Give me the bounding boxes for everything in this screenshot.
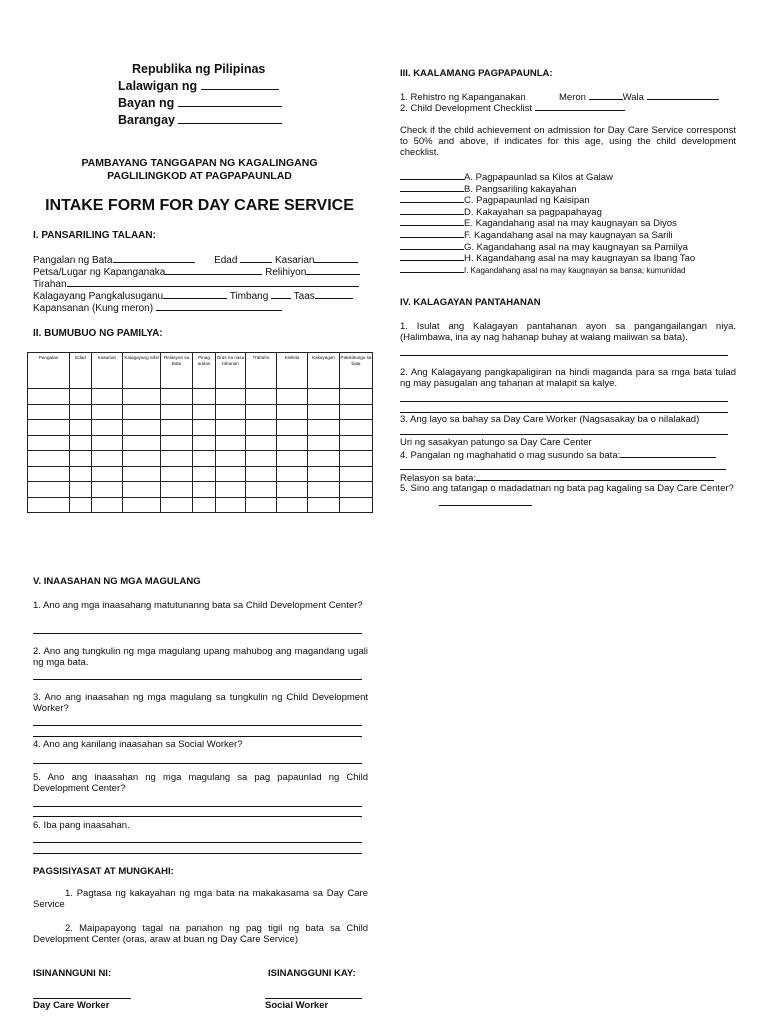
- s6-p1: 1. Pagtasa ng kakayahan ng mga bata na makakasama sa Day Care Service: [33, 888, 368, 910]
- office-title: [27, 157, 372, 182]
- form-title: INTAKE FORM FOR DAY CARE SERVICE: [45, 197, 354, 214]
- checklist-blank[interactable]: [400, 182, 464, 192]
- meron-label: Meron: [559, 92, 586, 103]
- family-table-cell[interactable]: [216, 389, 246, 405]
- checklist-blank[interactable]: [400, 193, 464, 203]
- s5-q1: 1. Ano ang mga inaasahang matutunanng bata sa Child Development Center?: [33, 600, 363, 611]
- family-table-row: [28, 420, 373, 436]
- family-table-cell[interactable]: [70, 482, 92, 498]
- family-table-cell[interactable]: [277, 451, 308, 467]
- family-table-cell[interactable]: [161, 482, 193, 498]
- checklist-label: B. Pangsariling kakayahan: [464, 183, 577, 195]
- family-table-cell[interactable]: [340, 389, 373, 405]
- family-table-cell[interactable]: [246, 389, 277, 405]
- checklist-label: E. Kagandahang asal na may kaugnayan sa Diyos: [464, 218, 677, 230]
- col-kasarian: Kasarian: [92, 353, 123, 389]
- kapansanan-field[interactable]: [156, 300, 282, 311]
- kapansanan-label: Kapansanan (Kung meron): [33, 303, 154, 314]
- barangay-label: Barangay: [118, 113, 175, 127]
- family-table-cell[interactable]: [161, 466, 193, 482]
- s4-q3-line[interactable]: [400, 434, 728, 435]
- family-table-body: [28, 389, 373, 513]
- checklist-item: [400, 263, 686, 276]
- s4-q2-line-2[interactable]: [400, 412, 728, 413]
- col-edad: Edad: [70, 353, 92, 389]
- family-table-cell[interactable]: [123, 420, 161, 436]
- petsa-field[interactable]: [165, 264, 262, 275]
- family-table-cell[interactable]: [123, 497, 161, 513]
- family-table-cell[interactable]: [246, 435, 277, 451]
- family-table-cell[interactable]: [28, 404, 70, 420]
- s3-instruction: Check if the child achievement on admission for Day Care Service corresponst to 50% and above, if indicates for this age, using the child development checklist.: [400, 125, 736, 158]
- family-table-cell[interactable]: [308, 389, 340, 405]
- family-table-cell[interactable]: [193, 482, 216, 498]
- family-table-cell[interactable]: [277, 482, 308, 498]
- family-table-cell[interactable]: [193, 435, 216, 451]
- family-table-cell[interactable]: [246, 466, 277, 482]
- family-table-cell[interactable]: [340, 420, 373, 436]
- family-table-cell[interactable]: [308, 404, 340, 420]
- family-table-cell[interactable]: [28, 466, 70, 482]
- family-table-cell[interactable]: [70, 466, 92, 482]
- checklist-blank[interactable]: [400, 170, 464, 180]
- family-table-row: [28, 451, 373, 467]
- wala-field[interactable]: [647, 90, 719, 100]
- kasarian-field[interactable]: [314, 252, 358, 263]
- family-table-cell[interactable]: [193, 497, 216, 513]
- family-table-cell[interactable]: [277, 435, 308, 451]
- family-table-cell[interactable]: [308, 451, 340, 467]
- rehistro-label: 1. Rehistro ng Kapanganakan: [400, 92, 526, 103]
- family-table-cell[interactable]: [193, 404, 216, 420]
- s4-uri: Uri ng sasakyan patungo sa Day Care Center: [400, 437, 592, 448]
- checklist: [400, 170, 740, 278]
- family-table-cell[interactable]: [161, 389, 193, 405]
- s4-relasyon-label: Relasyon sa bata:: [400, 473, 477, 484]
- bayan-line: [118, 94, 318, 111]
- family-table-row: [28, 466, 373, 482]
- family-table-cell[interactable]: [70, 497, 92, 513]
- family-table-cell[interactable]: [340, 451, 373, 467]
- office-line-2: PAGLILINGKOD AT PAGPAPAUNLAD: [107, 169, 292, 182]
- family-table-cell[interactable]: [246, 420, 277, 436]
- s4-q3: 3. Ang layo sa bahay sa Day Care Worker (Nagsasakay ba o nilalakad): [400, 414, 700, 425]
- family-table-cell[interactable]: [216, 482, 246, 498]
- s4-q1-line[interactable]: [400, 355, 728, 356]
- family-table-cell[interactable]: [123, 389, 161, 405]
- col-kalagayang-sibil: Kalagayang Sibil: [123, 353, 161, 389]
- pangalan-label: Pangalan ng Bata: [33, 255, 113, 266]
- s3-item2-row: [400, 101, 625, 114]
- kalagayang-label: Kalagayang Pangkalusuganu: [33, 291, 164, 302]
- family-table-cell[interactable]: [123, 404, 161, 420]
- checklist-blank[interactable]: [400, 240, 464, 250]
- barangay-line: [118, 111, 318, 128]
- s5-q2: 2. Ano ang tungkulin ng mga magulang upang mahubog ang magandang ugali ng mga bata.: [33, 646, 368, 668]
- checklist-label: 2. Child Development Checklist: [400, 103, 533, 114]
- s5-q6-line-2[interactable]: [33, 853, 362, 854]
- family-table-cell[interactable]: [28, 389, 70, 405]
- s4-q2-line-1[interactable]: [400, 401, 728, 402]
- timbang-label: Timbang: [229, 291, 269, 302]
- family-table-cell[interactable]: [70, 389, 92, 405]
- family-table-cell[interactable]: [123, 466, 161, 482]
- checklist-label: G. Kagandahang asal na may kaugnayan sa Pamilya: [464, 241, 688, 253]
- taas-label: Taas: [293, 291, 315, 302]
- checklist-field[interactable]: [535, 101, 625, 111]
- timbang-field[interactable]: [271, 288, 291, 299]
- family-table-cell[interactable]: [161, 451, 193, 467]
- petsa-label: Petsa/Lugar ng Kapanganaka: [33, 267, 166, 278]
- sw-signature-line[interactable]: [265, 998, 362, 999]
- family-table-cell[interactable]: [92, 482, 123, 498]
- family-table-row: [28, 389, 373, 405]
- family-table-cell[interactable]: [340, 466, 373, 482]
- checklist-blank[interactable]: [400, 205, 464, 215]
- family-table-cell[interactable]: [277, 389, 308, 405]
- bayan-label: Bayan ng: [118, 96, 175, 110]
- family-table-cell[interactable]: [216, 420, 246, 436]
- family-table-cell[interactable]: [277, 466, 308, 482]
- office-line-1: PAMBAYANG TANGGAPAN NG KAGALINGANG: [81, 157, 318, 169]
- isinangguni-kay-label: ISINANGGUNI KAY:: [268, 968, 356, 979]
- s5-q4-line[interactable]: [33, 763, 362, 764]
- section2-heading: II. BUMUBUO NG PAMILYA:: [33, 328, 163, 339]
- family-table-cell[interactable]: [308, 435, 340, 451]
- family-table-cell[interactable]: [277, 497, 308, 513]
- col-relasyon: Relasyon sa Bata: [161, 353, 193, 389]
- s5-q2-line[interactable]: [33, 679, 362, 680]
- s4-q4-row: [400, 448, 716, 461]
- family-table-cell[interactable]: [216, 466, 246, 482]
- family-table-cell[interactable]: [92, 404, 123, 420]
- pangalan-field[interactable]: [113, 252, 195, 263]
- checklist-blank[interactable]: [400, 228, 464, 238]
- dcw-label: Day Care Worker: [33, 1000, 110, 1011]
- kasarian-label: Kasarian: [275, 255, 315, 266]
- family-table-cell[interactable]: [340, 435, 373, 451]
- barangay-field[interactable]: [178, 111, 282, 124]
- republika-line: Republika ng Pilipinas: [132, 62, 266, 76]
- checklist-label: A. Pagpapaunlad sa Kilos at Galaw: [464, 172, 613, 183]
- family-table-cell[interactable]: [308, 420, 340, 436]
- relihiyon-label: Relihiyon: [265, 267, 307, 278]
- section1-fields: [33, 252, 373, 314]
- family-table-cell[interactable]: [161, 497, 193, 513]
- family-table-cell[interactable]: [161, 404, 193, 420]
- checklist-label: F. Kagandahang asal na may kaugnayan sa Sarili: [464, 230, 673, 241]
- s4-q4-field[interactable]: [620, 448, 716, 458]
- s4-q2: 2. Ang Kalagayang pangkapaligiran na hindi maganda para sa mga bata tulad ng may pasugalan ang tahanan at malapit sa kalye.: [400, 367, 736, 389]
- family-table-cell[interactable]: [193, 420, 216, 436]
- sw-label: Social Worker: [265, 1000, 329, 1011]
- s5-q3: 3. Ano ang inaasahan ng mga magulang sa tungkulin ng Child Development Worker?: [33, 692, 368, 714]
- taas-field[interactable]: [315, 288, 353, 299]
- col-pinag-aralan: Pinag aralan: [193, 353, 216, 389]
- wala-label: Wala: [622, 92, 644, 103]
- bayan-field[interactable]: [178, 94, 282, 107]
- family-table-cell[interactable]: [340, 404, 373, 420]
- edad-field[interactable]: [240, 252, 272, 263]
- family-table-cell[interactable]: [216, 435, 246, 451]
- s4-relasyon-field[interactable]: [476, 471, 714, 481]
- family-table-cell[interactable]: [28, 482, 70, 498]
- family-table-cell[interactable]: [193, 466, 216, 482]
- family-table-cell[interactable]: [277, 404, 308, 420]
- s5-q5-line-2[interactable]: [33, 816, 362, 817]
- lalawigan-line: [118, 77, 318, 94]
- meron-field[interactable]: [589, 90, 623, 100]
- family-table-row: [28, 497, 373, 513]
- row-kapansanan: [33, 300, 282, 315]
- family-table-cell[interactable]: [92, 497, 123, 513]
- tirahan-label: Tirahan: [33, 279, 67, 290]
- family-table-cell[interactable]: [92, 451, 123, 467]
- checklist-blank[interactable]: [400, 216, 464, 226]
- s4-q5: 5. Sino ang tatangap o madadatnan ng bata pag kagaling sa Day Care Center?: [400, 483, 734, 494]
- family-table-cell[interactable]: [308, 482, 340, 498]
- col-kakayagan: Kakayagan: [308, 353, 340, 389]
- dcw-signature-line[interactable]: [33, 998, 131, 999]
- isinangguni-ni-label: ISINANNGUNI NI:: [33, 968, 112, 979]
- family-table-cell[interactable]: [340, 482, 373, 498]
- s4-q4-line[interactable]: [400, 469, 726, 470]
- family-table-cell[interactable]: [340, 497, 373, 513]
- family-table-cell[interactable]: [246, 404, 277, 420]
- s5-q3-line-1[interactable]: [33, 725, 362, 726]
- s5-q5: 5. Ano ang inaasahan ng mga magulang sa pag papaunlad ng Child Development Center?: [33, 772, 368, 794]
- family-table-cell[interactable]: [92, 389, 123, 405]
- family-table-cell[interactable]: [123, 451, 161, 467]
- checklist-label: D. Kakayahan sa pagpapahayag: [464, 206, 602, 218]
- family-table-cell[interactable]: [92, 420, 123, 436]
- family-table-cell[interactable]: [161, 420, 193, 436]
- checklist-label: C. Pagpapaunlad ng Kaisipan: [464, 195, 590, 207]
- family-table-cell[interactable]: [246, 451, 277, 467]
- header-block: [118, 62, 318, 128]
- family-table-cell[interactable]: [28, 451, 70, 467]
- family-table-cell[interactable]: [70, 451, 92, 467]
- family-table-row: [28, 482, 373, 498]
- family-table: [27, 352, 373, 513]
- family-table-cell[interactable]: [216, 404, 246, 420]
- relihiyon-field[interactable]: [306, 264, 360, 275]
- family-table-cell[interactable]: [193, 451, 216, 467]
- family-table-cell[interactable]: [28, 420, 70, 436]
- family-table-cell[interactable]: [246, 482, 277, 498]
- s4-q1: 1. Isulat ang Kalagayan pantahanan ayon sa pangangailangan niya. (Halimbawa, ina ay nag hahanap buhay at walang maiiwan sa bata).: [400, 321, 736, 343]
- section1-heading: I. PANSARILING TALAAN:: [33, 230, 156, 241]
- family-table-cell[interactable]: [216, 451, 246, 467]
- edad-label: Edad: [214, 255, 238, 266]
- s6-p2: 2. Maipapayong tagal na panahon ng pag tigil ng bata sa Child Development Center (oras, araw at buan ng Day Care Service): [33, 923, 368, 945]
- s5-q6-line-1[interactable]: [33, 842, 362, 843]
- col-oras: Oras na nasa tahanan: [216, 353, 246, 389]
- family-table-cell[interactable]: [123, 435, 161, 451]
- family-table-cell[interactable]: [246, 497, 277, 513]
- family-table-cell[interactable]: [193, 389, 216, 405]
- col-pangalan: Pangalan: [28, 353, 70, 389]
- family-table-cell[interactable]: [123, 482, 161, 498]
- s5-q3-line-2[interactable]: [33, 736, 362, 737]
- tirahan-field[interactable]: [67, 276, 359, 287]
- family-table-cell[interactable]: [28, 435, 70, 451]
- s5-q1-line[interactable]: [33, 633, 362, 634]
- s4-q5-line[interactable]: [439, 505, 532, 506]
- family-table-cell[interactable]: [308, 466, 340, 482]
- family-table-cell[interactable]: [161, 435, 193, 451]
- section4-heading: IV. KALAGAYAN PANTAHANAN: [400, 297, 541, 308]
- checklist-blank[interactable]: [400, 263, 464, 273]
- lalawigan-field[interactable]: [201, 77, 279, 90]
- family-table-header: [28, 353, 373, 389]
- s5-q6: 6. Iba pang inaasahan.: [33, 820, 130, 831]
- kalagayang-field[interactable]: [163, 288, 227, 299]
- family-table-cell[interactable]: [70, 420, 92, 436]
- family-table-cell[interactable]: [216, 497, 246, 513]
- family-table-cell[interactable]: [28, 497, 70, 513]
- section5-heading: V. INAASAHAN NG MGA MAGULANG: [33, 576, 201, 587]
- col-kinikita: Kinikita: [277, 353, 308, 389]
- col-trabaho: Trabaho: [246, 353, 277, 389]
- family-table-row: [28, 435, 373, 451]
- s5-q4: 4. Ano ang kanilang inaasahan sa Social Worker?: [33, 739, 243, 750]
- checklist-label: H. Kagandahang asal na may kaugnayan sa Ibang Tao: [464, 253, 696, 265]
- checklist-blank[interactable]: [400, 251, 464, 261]
- family-table-cell[interactable]: [92, 435, 123, 451]
- section3-heading: III. KAALAMANG PAGPAPAUNLA:: [400, 68, 553, 79]
- lalawigan-label: Lalawigan ng: [118, 79, 198, 93]
- section6-heading: PAGSISIYASAT AT MUNGKAHI:: [33, 866, 174, 877]
- family-table-cell[interactable]: [277, 420, 308, 436]
- s4-q4-label: 4. Pangalan ng maghahatid o mag susundo sa bata:: [400, 450, 621, 461]
- col-pakikiitungo: Pakikiitungo sa bata: [340, 353, 373, 389]
- family-table-cell[interactable]: [92, 466, 123, 482]
- family-table-cell[interactable]: [308, 497, 340, 513]
- s5-q5-line-1[interactable]: [33, 806, 362, 807]
- checklist-label: I. Kagandahang asal na may kaugnayan sa bansa; kumunidad: [464, 265, 686, 275]
- family-table-cell[interactable]: [70, 435, 92, 451]
- family-table-cell[interactable]: [70, 404, 92, 420]
- family-table-row: [28, 404, 373, 420]
